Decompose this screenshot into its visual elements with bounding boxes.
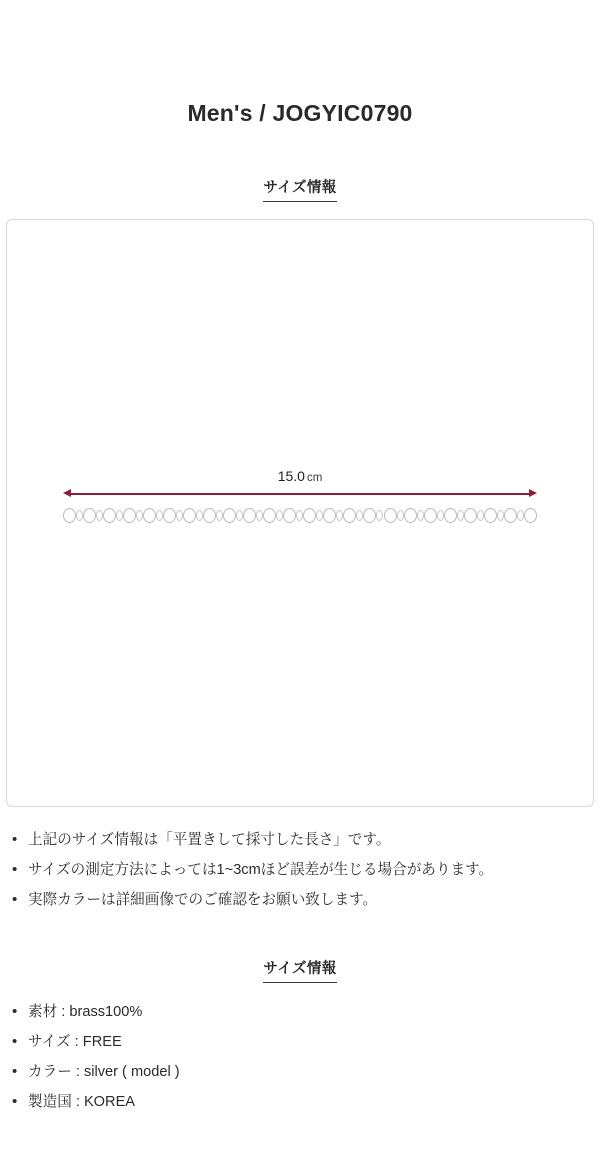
chain-link [484,508,497,523]
chain-link [376,510,383,521]
chain-link [417,510,424,521]
chain-link [464,508,477,523]
list-item: • サイズ : FREE [28,1027,590,1057]
chain-link [116,510,123,521]
chain-link [283,508,296,523]
chain-link [156,510,163,521]
spec-section-heading-wrap [0,957,600,983]
measurement-unit: cm [306,471,323,484]
chain-link [76,510,83,521]
size-section-heading: サイズ情報 [263,176,336,202]
arrow-right-icon [529,489,537,497]
chain-link [457,510,464,521]
chain-necklace-icon [63,504,537,526]
list-item: • カラー : silver ( model ) [28,1057,590,1087]
chain-link [243,508,256,523]
spec-section-heading: サイズ情報 [263,957,336,983]
chain-link [397,510,404,521]
chain-link [524,508,537,523]
size-section-heading-wrap [0,176,600,202]
chain-link [363,508,376,523]
chain-link [103,508,116,523]
list-item: • 実際カラーは詳細画像でのご確認をお願い致します。 [28,885,590,915]
chain-link [336,510,343,521]
page-title: Men's / JOGYIC0790 [187,100,413,126]
chain-link [424,508,437,523]
measurement-group [63,469,537,527]
arrow-bar [69,493,531,495]
chain-link [343,508,356,523]
chain-link [296,510,303,521]
bottom-spacer [0,1117,600,1151]
list-item: • 上記のサイズ情報は「平置きして採寸した長さ」です。 [28,825,590,855]
chain-link [517,510,524,521]
list-item: • 素材 : brass100% [28,997,590,1027]
chain-link [236,510,243,521]
chain-link [276,510,283,521]
chain-link [183,508,196,523]
chain-link [216,510,223,521]
chain-link [356,510,363,521]
chain-link [323,508,336,523]
list-item: • 製造国 : KOREA [28,1087,590,1117]
chain-link [63,508,76,523]
chain-link [96,510,103,521]
chain-link [303,508,316,523]
chain-link [176,510,183,521]
size-diagram-box [6,219,594,807]
chain-link [83,508,96,523]
chain-link [203,508,216,523]
chain-link [404,508,417,523]
chain-link [123,508,136,523]
list-item: • サイズの測定方法によっては1~3cmほど誤差が生じる場合があります。 [28,855,590,885]
chain-link [163,508,176,523]
measurement-label [63,469,537,485]
chain-link [263,508,276,523]
chain-link [444,508,457,523]
chain-link [477,510,484,521]
chain-link [196,510,203,521]
chain-link [256,510,263,521]
chain-link [316,510,323,521]
chain-link [384,508,397,523]
chain-link [504,508,517,523]
chain-link [437,510,444,521]
spec-list [0,997,600,1117]
chain-link [497,510,504,521]
measurement-arrow [63,489,537,499]
chain-link [136,510,143,521]
chain-link [223,508,236,523]
chain-link [143,508,156,523]
size-notes-list [0,825,600,915]
measurement-value: 15.0 [277,467,305,484]
